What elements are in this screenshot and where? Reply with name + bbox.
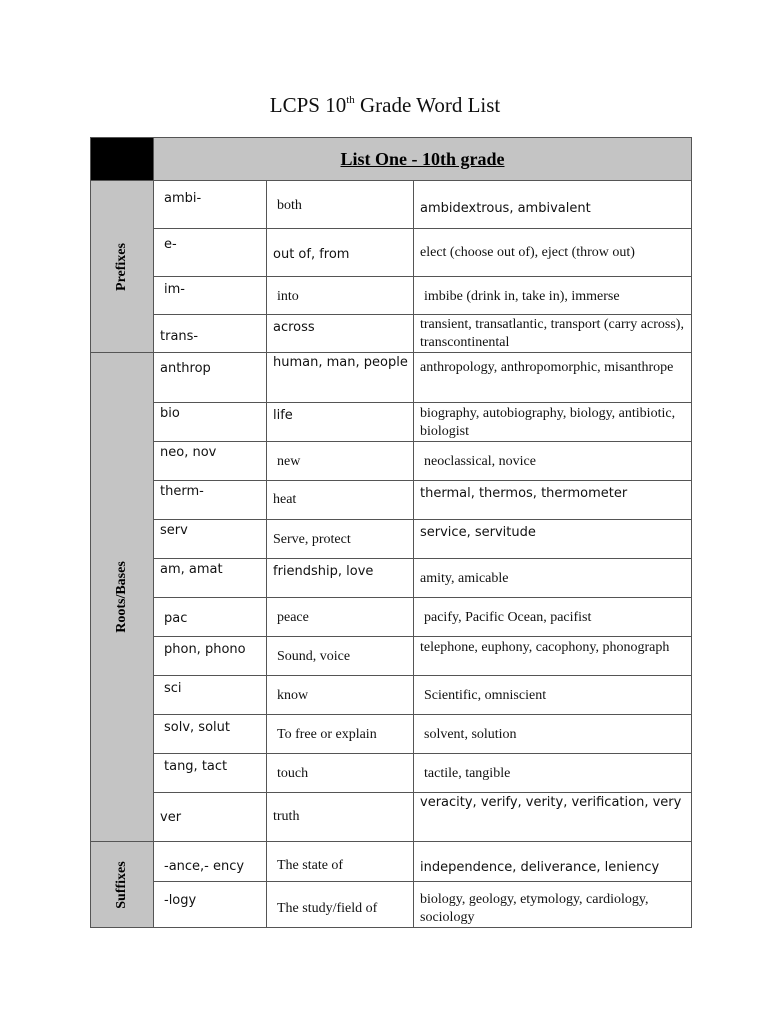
word-part: phon, phono	[164, 642, 246, 657]
word-examples: biography, autobiography, biology, antibiotic, biologist	[420, 406, 676, 439]
word-examples: anthropology, anthropomorphic, misanthrope	[420, 360, 674, 375]
table-row	[91, 315, 692, 353]
table-row	[91, 559, 692, 598]
word-part: e-	[164, 237, 177, 252]
word-part: solv, solut	[164, 720, 230, 735]
word-meaning: across	[273, 320, 315, 335]
word-part: sci	[164, 681, 182, 696]
word-part: am, amat	[160, 562, 223, 577]
list-header: List One - 10th grade	[154, 138, 692, 181]
word-examples: independence, deliverance, leniency	[420, 860, 660, 875]
word-part: tang, tact	[164, 759, 228, 774]
word-meaning: into	[277, 289, 299, 304]
table-row	[91, 403, 692, 442]
section-roots	[91, 353, 154, 842]
table-row	[91, 676, 692, 715]
word-part: neo, nov	[160, 445, 217, 460]
word-part: ambi-	[164, 191, 202, 206]
word-meaning: touch	[277, 766, 309, 781]
word-examples: amity, amicable	[420, 571, 509, 586]
word-examples: tactile, tangible	[424, 766, 511, 781]
word-part: trans-	[160, 329, 199, 344]
word-part: pac	[164, 611, 188, 626]
section-label-roots: Roots/Bases	[114, 561, 129, 633]
table-row	[91, 598, 692, 637]
page-title	[0, 93, 770, 118]
word-meaning: The state of	[277, 858, 344, 873]
table-row	[91, 882, 692, 928]
header-corner	[91, 138, 154, 181]
word-part: -ance,- ency	[164, 859, 245, 874]
word-meaning: To free or explain	[277, 727, 377, 742]
table-row	[91, 637, 692, 676]
table-row	[91, 842, 692, 882]
section-suffixes	[91, 842, 154, 928]
word-examples: solvent, solution	[424, 727, 517, 742]
word-part: bio	[160, 406, 180, 421]
word-examples: service, servitude	[420, 525, 536, 540]
section-label-prefixes: Prefixes	[114, 242, 129, 291]
word-meaning: Sound, voice	[277, 649, 351, 664]
word-meaning: human, man, people	[273, 355, 408, 370]
word-examples: imbibe (drink in, take in), immerse	[424, 289, 620, 304]
word-meaning: The study/field of	[277, 901, 378, 916]
word-meaning: out of, from	[273, 247, 350, 262]
word-examples: neoclassical, novice	[424, 454, 536, 469]
table-row	[91, 277, 692, 315]
word-examples: ambidextrous, ambivalent	[420, 201, 591, 216]
word-meaning: life	[273, 408, 293, 423]
title-superscript: th	[346, 94, 355, 106]
table-header-row	[91, 138, 692, 181]
word-examples: elect (choose out of), eject (throw out)	[420, 245, 635, 260]
table-row	[91, 793, 692, 842]
word-meaning: friendship, love	[273, 564, 374, 579]
table-row	[91, 754, 692, 793]
table-row	[91, 181, 692, 229]
table-row	[91, 520, 692, 559]
table-row	[91, 715, 692, 754]
word-meaning: truth	[273, 809, 300, 824]
word-part: serv	[160, 523, 188, 538]
title-main: LCPS 10	[269, 93, 347, 117]
word-meaning: peace	[277, 610, 309, 625]
section-label-suffixes: Suffixes	[114, 860, 129, 909]
word-meaning: new	[277, 454, 301, 469]
word-meaning: heat	[273, 492, 297, 507]
word-part: im-	[164, 282, 185, 297]
word-meaning: know	[277, 688, 309, 703]
word-examples: veracity, verify, verity, verification, very	[420, 795, 682, 810]
word-examples: biology, geology, etymology, cardiology, sociology	[420, 892, 649, 925]
word-part: ver	[160, 810, 182, 825]
word-part: -logy	[164, 893, 197, 908]
word-examples: thermal, thermos, thermometer	[420, 486, 628, 501]
word-list-table	[90, 137, 692, 928]
word-examples: pacify, Pacific Ocean, pacifist	[424, 610, 592, 625]
word-examples: transient, transatlantic, transport (carry across), transcontinental	[420, 317, 684, 350]
table-row	[91, 353, 692, 403]
word-part: therm-	[160, 484, 204, 499]
table-row	[91, 481, 692, 520]
word-meaning: Serve, protect	[273, 532, 351, 547]
table-row	[91, 442, 692, 481]
word-examples: Scientific, omniscient	[424, 688, 547, 703]
table-row	[91, 229, 692, 277]
word-meaning: both	[277, 198, 302, 213]
word-part: anthrop	[160, 361, 211, 376]
title-rest: Grade Word List	[354, 93, 501, 117]
section-prefixes	[91, 181, 154, 353]
word-examples: telephone, euphony, cacophony, phonograph	[420, 640, 670, 655]
